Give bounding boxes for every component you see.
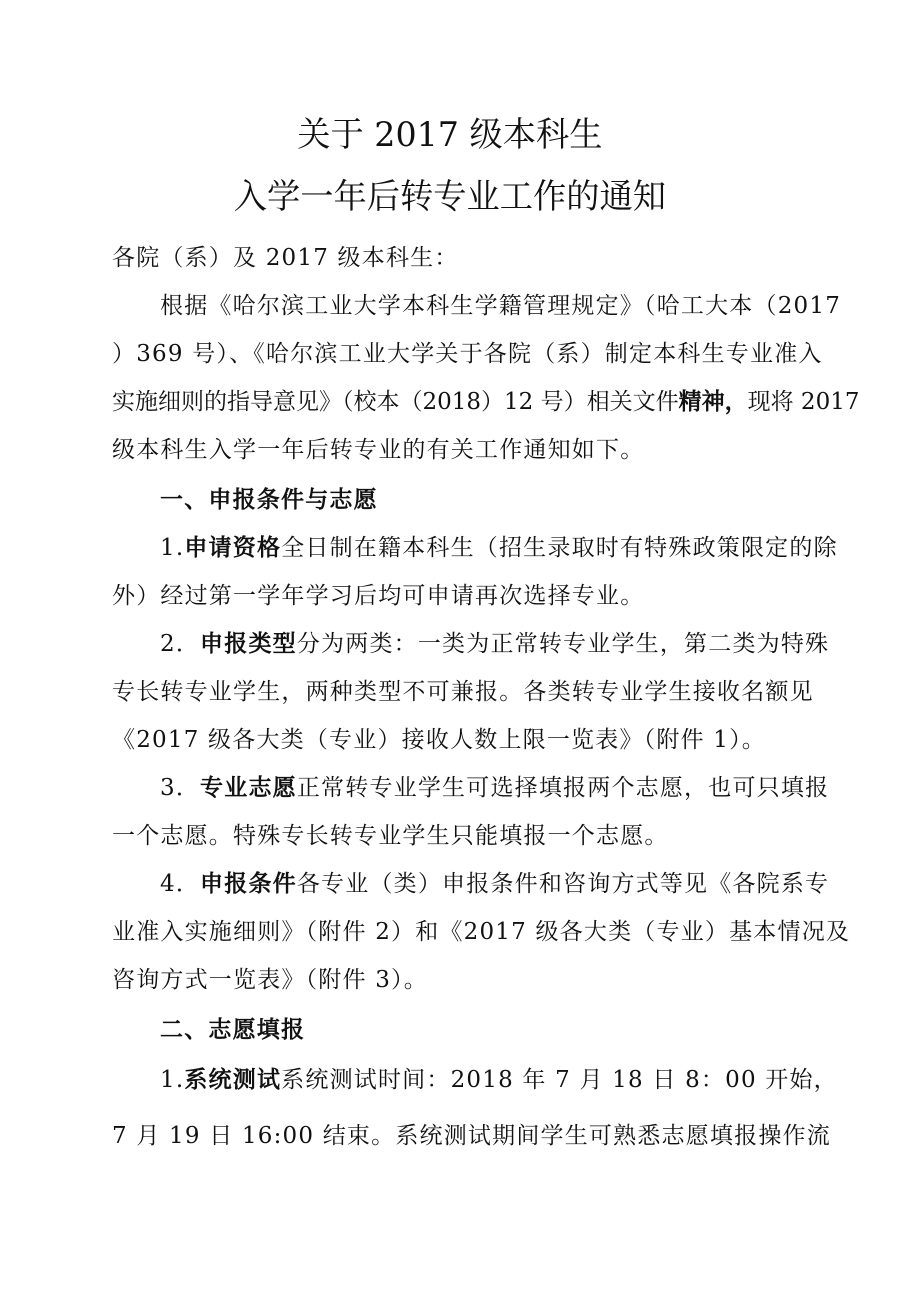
s1-item1-num: 1.: [160, 535, 185, 561]
s1-item4-line-1: [160, 869, 829, 899]
s1-item4-line-2: 业准入实施细则》（附件 2）和《2017 级各大类（专业）基本情况及: [112, 919, 851, 945]
s1-item4-num: 4．: [160, 871, 201, 897]
section-1-heading: 一、申报条件与志愿: [160, 486, 378, 513]
s1-item1-line-1: [160, 533, 838, 563]
s1-item4-line-3: 咨询方式一览表》（附件 3）。: [112, 967, 428, 993]
s1-item2-text: 分为两类：一类为正常转专业学生，第二类为特殊: [296, 631, 830, 657]
s1-item4-label: 申报条件: [200, 870, 297, 897]
document-title-line-2: 入学一年后转专业工作的通知: [233, 177, 667, 217]
section-2-heading: 二、志愿填报: [160, 1016, 306, 1043]
intro-line-3-text-a: 实施细则的指导意见》（校本（2018）12 号）相关文件: [112, 389, 679, 415]
s1-item1-text: 全日制在籍本科生（招生录取时有特殊政策限定的除: [281, 535, 838, 561]
document-title-line-1: 关于 2017 级本科生: [297, 115, 603, 155]
intro-line-3: [112, 387, 859, 417]
s1-item1-line-2: 外）经过第一学年学习后均可申请再次选择专业。: [112, 583, 645, 609]
s1-item3-line-2: 一个志愿。特殊专长转专业学生只能填报一个志愿。: [112, 823, 669, 849]
intro-line-3-bold: 精神，: [678, 388, 748, 415]
intro-line-4: 级本科生入学一年后转专业的有关工作通知如下。: [112, 437, 645, 463]
s2-item1-line-1: [160, 1065, 838, 1095]
s1-item2-line-1: [160, 629, 829, 659]
s1-item3-text: 正常转专业学生可选择填报两个志愿，也可只填报: [296, 775, 830, 801]
intro-line-1: 根据《哈尔滨工业大学本科生学籍管理规定》（哈工大本（2017: [160, 293, 842, 319]
intro-line-3-text-b: 现将 2017: [747, 389, 860, 415]
s1-item2-label: 申报类型: [200, 630, 297, 657]
s1-item2-line-2: 专长转专业学生，两种类型不可兼报。各类转专业学生接收名额见: [112, 679, 814, 705]
s2-item1-text: 系统测试时间：2018 年 7 月 18 日 8：00 开始，: [281, 1067, 838, 1093]
s1-item3-label: 专业志愿: [200, 774, 297, 801]
salutation: 各院（系）及 2017 级本科生：: [112, 245, 459, 271]
s1-item1-label: 申请资格: [184, 534, 282, 561]
s2-item1-line-2: 7 月 19 日 16:00 结束。系统测试期间学生可熟悉志愿填报操作流: [112, 1123, 831, 1149]
s2-item1-label: 系统测试: [184, 1066, 282, 1093]
s1-item3-line-1: [160, 773, 829, 803]
s1-item2-line-3: 《2017 级各大类（专业）接收人数上限一览表》（附件 1）。: [112, 727, 766, 753]
s1-item4-text: 各专业（类）申报条件和咨询方式等见《各院系专: [296, 871, 830, 897]
s1-item2-num: 2．: [160, 631, 201, 657]
s2-item1-num: 1.: [160, 1067, 185, 1093]
intro-line-2: ）369 号）、《哈尔滨工业大学关于各院（系）制定本科生专业准入: [112, 341, 823, 367]
s1-item3-num: 3．: [160, 775, 201, 801]
